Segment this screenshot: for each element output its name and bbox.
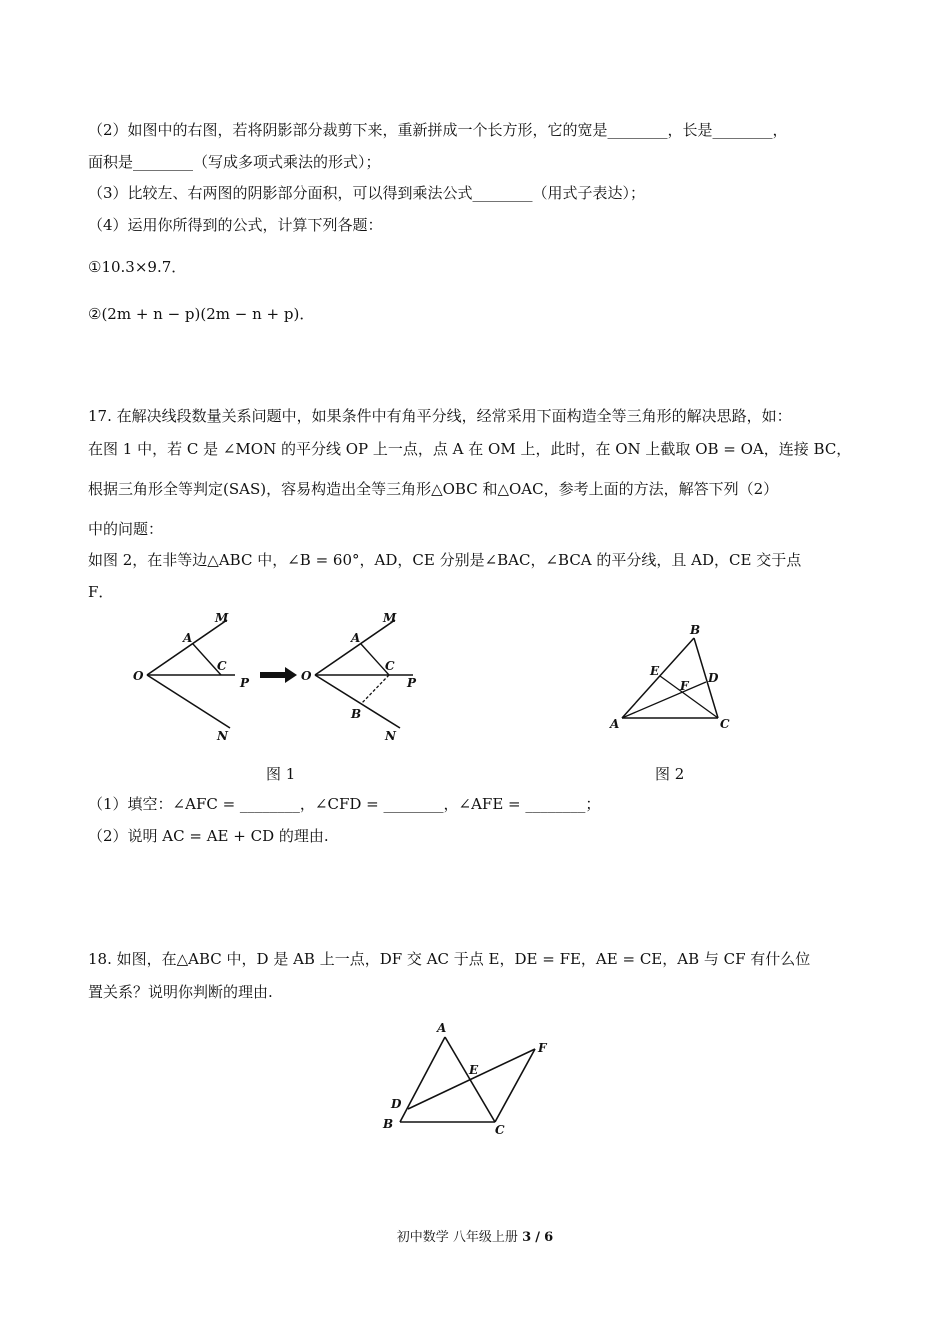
fig1b-label-A: A [351,631,361,645]
q16-calc1: ①10.3×9.7． [88,258,187,276]
q18-line1: 18. 如图，在△ABC 中，D 是 AB 上一点，DF 交 AC 于点 E，DE = FE，AE = CE，AB 与 CF 有什么位 [88,950,811,968]
fig1b-label-P: P [407,676,417,690]
footer-sep: / [535,1230,541,1245]
q17-line3: 根据三角形全等判定(SAS)，容易构造出全等三角形△OBC 和△OAC，参考上面的方法，解答下列（2） [88,480,779,498]
fig2-label-F: F [680,679,689,693]
fig2-label-A: A [610,717,620,731]
arrow-icon [260,667,297,683]
figure-1 [125,610,435,745]
page-footer [0,1226,950,1245]
fig2-label-E: E [650,664,660,678]
q16-part3: （3）比较左、右两图的阴影部分面积，可以得到乘法公式________（用式子表达）； [88,184,646,202]
footer-total: 6 [544,1230,554,1245]
fig3-label-C: C [495,1123,505,1137]
fig3-label-D: D [391,1097,402,1111]
q17-line2: 在图 1 中，若 C 是 ∠MON 的平分线 OP 上一点，点 A 在 OM 上，此时，在 ON 上截取 OB = OA，连接 BC， [88,440,852,458]
figure-3 [375,1012,565,1142]
fig2-label-C: C [720,717,730,731]
fig2-label-B: B [690,623,701,637]
fig1b-label-B: B [351,707,362,721]
fig3-label-F: F [538,1041,547,1055]
fig1b-label-N: N [385,729,396,743]
fig2-label-D: D [708,671,719,685]
fig1-label-M: M [215,611,229,625]
q16-part2-line1: （2）如图中的右图，若将阴影部分裁剪下来，重新拼成一个长方形，它的宽是________，长是________， [88,121,788,139]
fig1-label-P: P [240,676,250,690]
figure-2-caption: 图 2 [655,765,685,783]
q17-fill: （1）填空：∠AFC = ________，∠CFD = ________，∠AFE = ________； [88,795,601,813]
fig1-label-O: O [133,669,144,683]
fig3-label-A: A [437,1021,447,1035]
fig3-label-B: B [383,1117,394,1131]
q16-part4: （4）运用你所得到的公式，计算下列各题： [88,216,383,234]
footer-subject: 初中数学 八年级上册 [396,1230,518,1245]
q17-line5: 如图 2，在非等边△ABC 中，∠B = 60°，AD，CE 分别是∠BAC，∠BCA 的平分线，且 AD，CE 交于点 [88,551,802,569]
fig1b-label-O: O [301,669,312,683]
q17-explain: （2）说明 AC = AE + CD 的理由. [88,827,329,845]
q16-calc2: ②(2m + n − p)(2m − n + p)． [88,305,315,323]
q16-part2-line2: 面积是________（写成多项式乘法的形式）； [88,153,381,171]
fig3-label-E: E [469,1063,479,1077]
q17-line6: F． [88,583,114,601]
figure-1-caption: 图 1 [266,765,296,783]
fig1-label-N: N [217,729,228,743]
fig1b-label-C: C [385,659,395,673]
q18-line2: 置关系？说明你判断的理由. [88,983,273,1001]
q17-line4: 中的问题： [88,520,164,538]
footer-page: 3 [522,1230,532,1245]
fig1b-label-M: M [383,611,397,625]
fig1-label-A: A [183,631,193,645]
fig1-label-C: C [217,659,227,673]
figure-2 [600,620,745,735]
q17-line1: 17. 在解决线段数量关系问题中，如果条件中有角平分线，经常采用下面构造全等三角形的解决思路，如： [88,407,792,425]
